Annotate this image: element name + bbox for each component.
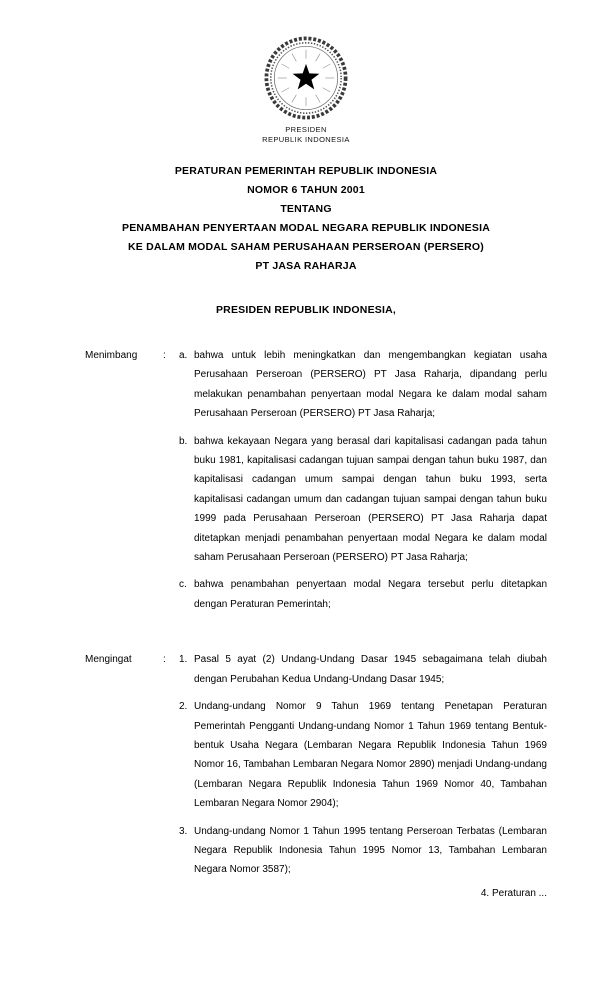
item-text: Pasal 5 ayat (2) Undang-Undang Dasar 1945 sebagaimana telah diubah dengan Perubahan Kedua Undang-Undang Dasar 1945;	[194, 654, 547, 685]
title-line-tentang: TENTANG	[280, 203, 332, 215]
item-marker: a.	[179, 350, 188, 361]
section-menimbang	[85, 346, 547, 614]
document-body	[85, 346, 547, 880]
title-line-regulation: PERATURAN PEMERINTAH REPUBLIK INDONESIA	[174, 165, 438, 177]
section-colon: :	[163, 654, 166, 666]
title-line-subject-2: KE DALAM MODAL SAHAM PERUSAHAAN PERSEROAN (PERSERO)	[128, 241, 484, 253]
title-line-subject-3: PT JASA RAHARJA	[255, 260, 357, 272]
item-marker: b.	[179, 435, 188, 447]
document-title	[0, 162, 612, 276]
list-item	[179, 822, 547, 880]
page-continuation-marker: 4. Peraturan ...	[480, 888, 547, 899]
item-marker: c.	[179, 579, 187, 591]
list-item	[179, 650, 547, 689]
list-item	[179, 697, 547, 813]
item-text: bahwa untuk lebih meningkatkan dan mengembangkan kegiatan usaha Perusahaan Perseroan (PERSERO) PT Jasa Raharja, dipandang perlu melakukan penambahan penyertaan modal Negara ke dalam modal saham Perusahaan Perseroan (PERSERO) PT Jasa Raharja;	[194, 350, 547, 420]
menimbang-items	[179, 346, 547, 614]
item-text: Undang-undang Nomor 9 Tahun 1969 tentang Penetapan Peraturan Pemerintah Pengganti Undang-undang Nomor 1 Tahun 1969 tentang Bentuk-bentuk Usaha Negara (Lembaran Negara Republik Indonesia Tahun 1969 Nomor 16, Tambahan Lembaran Negara Nomor 2890) menjadi Undang-undang (Lembaran Negara Republik Indonesia Tahun 1969 Nomor 40, Tambahan Lembaran Negara Nomor 2904);	[194, 701, 547, 810]
item-text: bahwa penambahan penyertaan modal Negara tersebut perlu ditetapkan dengan Peraturan Pemerintah;	[194, 579, 547, 610]
title-line-subject-1: PENAMBAHAN PENYERTAAN MODAL NEGARA REPUBLIK INDONESIA	[121, 222, 490, 234]
mengingat-items	[179, 650, 547, 879]
section-colon: :	[163, 350, 166, 361]
item-marker: 3.	[179, 825, 188, 837]
presidential-star-emblem	[262, 34, 350, 122]
section-label-menimbang: Menimbang	[85, 350, 138, 361]
document-header	[0, 34, 612, 144]
section-mengingat	[85, 650, 547, 879]
item-marker: 1.	[179, 654, 188, 666]
salutation: PRESIDEN REPUBLIK INDONESIA,	[215, 304, 397, 316]
star-icon	[293, 64, 320, 89]
title-line-number: NOMOR 6 TAHUN 2001	[247, 184, 365, 196]
list-item	[179, 346, 547, 424]
list-item	[179, 432, 547, 568]
institution-subtitle: REPUBLIK INDONESIA	[262, 134, 350, 144]
institution-caption	[262, 125, 350, 144]
list-item	[179, 575, 547, 614]
institution-name: PRESIDEN	[285, 125, 327, 134]
item-text: bahwa kekayaan Negara yang berasal dari kapitalisasi cadangan pada tahun buku 1981, kapitalisasi cadangan tujuan sampai dengan tahun buku 1987, dan kapitalisasi cadangan umum sampai dengan tahun buku 1993, serta kapitalisasi cadangan umum dan cadangan tujuan sampai dengan tahun buku 1999 pada Perusahaan Perseroan (PERSERO) PT Jasa Raharja dapat ditetapkan menjadi penambahan penyertaan modal Negara ke dalam modal saham Perusahaan Perseroan (PERSERO) PT Jasa Raharja;	[194, 435, 547, 564]
item-text: Undang-undang Nomor 1 Tahun 1995 tentang Perseroan Terbatas (Lembaran Negara Republik Indonesia Tahun 1995 Nomor 13, Tambahan Lembaran Negara Nomor 3587);	[194, 825, 547, 876]
section-label-mengingat: Mengingat	[85, 654, 132, 666]
item-marker: 2.	[179, 701, 188, 713]
